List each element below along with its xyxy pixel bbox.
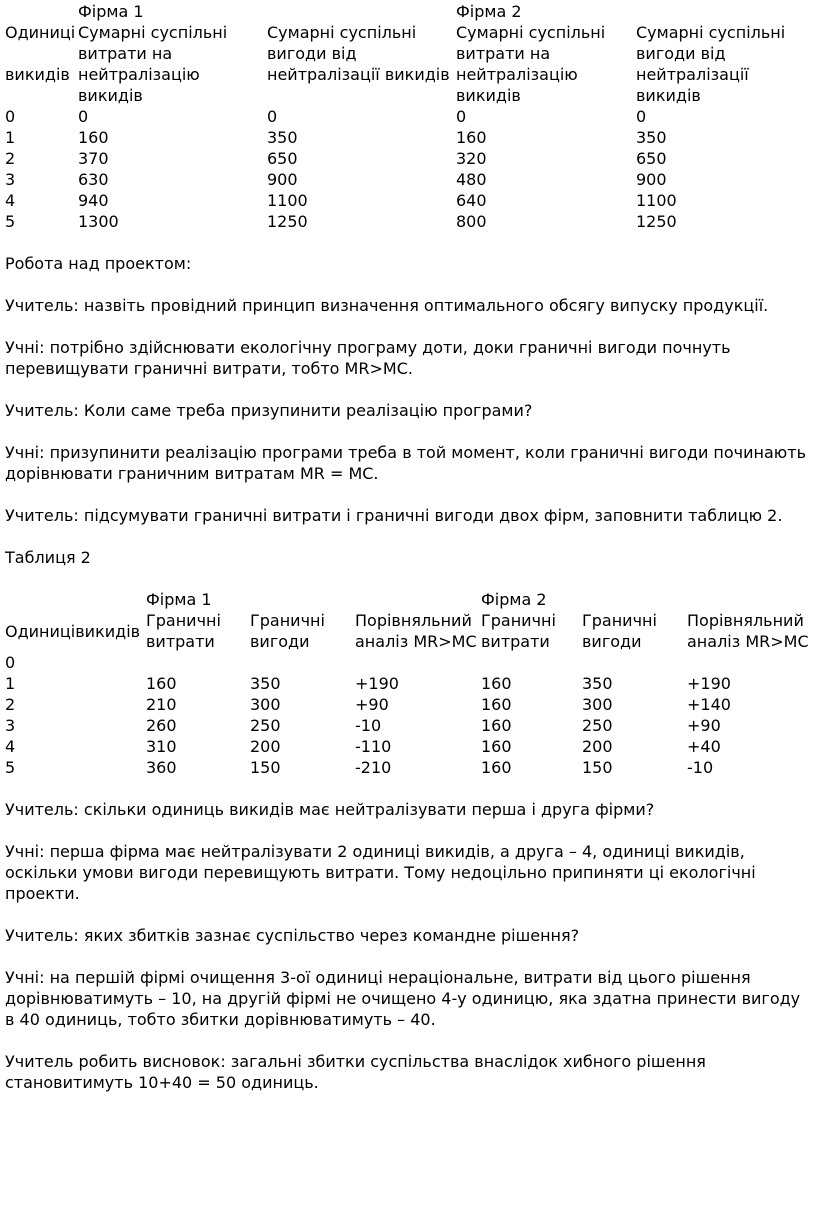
- table-2-cell: 200: [582, 737, 613, 756]
- paragraph-project-work: Робота над проектом:: [5, 254, 192, 273]
- table-2-cell: 160: [481, 674, 512, 693]
- table-row: [5, 694, 813, 715]
- table-1-cell: 1100: [636, 191, 677, 210]
- table-1-header-units-line2: викидів: [5, 65, 70, 84]
- document-page: [5, 1, 813, 1093]
- table-1-group-header: [5, 1, 811, 22]
- table-2-header-benefit-firm-2: Граничні вигоди: [582, 611, 657, 651]
- table-1-header-cost-firm-1: Сумарні суспільні витрати на нейтралізацію викидів: [78, 23, 228, 105]
- table-1-cell: 1100: [267, 191, 308, 210]
- table-2: [5, 589, 813, 778]
- table-2-cell: 160: [481, 716, 512, 735]
- table-2-cell: +140: [687, 695, 731, 714]
- table-1-header-benefit-firm-2: Сумарні суспільні вигоди від нейтралізації викидів: [636, 23, 786, 105]
- table-2-cell: 350: [250, 674, 281, 693]
- table-2-cell: 300: [250, 695, 281, 714]
- table-2-cell: 300: [582, 695, 613, 714]
- table-2-cell: [146, 652, 250, 673]
- table-1-cell: 1250: [636, 212, 677, 231]
- paragraph-teacher-question-3: Учитель: скільки одиниць викидів має нейтралізувати перша і друга фірми?: [5, 800, 655, 819]
- table-2-cell: 2: [5, 695, 16, 714]
- table-2-cell: 360: [146, 758, 177, 777]
- table-1-cell: 3: [5, 170, 16, 189]
- table-1-cell: 800: [456, 212, 487, 231]
- table-row: [5, 736, 813, 757]
- table-2-cell: 250: [582, 716, 613, 735]
- paragraph-teacher-task: Учитель: підсумувати граничні витрати і граничні вигоди двох фірм, заповнити таблицю 2.: [5, 506, 783, 525]
- table-1-cell: 160: [456, 128, 487, 147]
- table-2-cell: -110: [355, 737, 392, 756]
- table-2-cell: 200: [250, 737, 281, 756]
- table-2-cell: 310: [146, 737, 177, 756]
- table-1-header-cost-firm-2: Сумарні суспільні витрати на нейтралізацію викидів: [456, 23, 606, 105]
- table-2-cell: 250: [250, 716, 281, 735]
- table-row: [5, 211, 811, 232]
- paragraph-teacher-question-4: Учитель: яких збитків зазнає суспільство через командне рішення?: [5, 926, 580, 945]
- table-row: [5, 127, 811, 148]
- table-2-header-cost-firm-2: Граничні витрати: [481, 611, 556, 651]
- paragraph-students-answer-3: Учні: перша фірма має нейтралізувати 2 одиниці викидів, а друга – 4, одиниці викидів, оскільки умови вигоди перевищують витрати. Тому недоцільно припиняти ці екологічні проекти.: [5, 842, 756, 903]
- table-2-cell: 210: [146, 695, 177, 714]
- table-2-firm-1-label: Фірма 1: [146, 590, 212, 609]
- table-1-cell: 480: [456, 170, 487, 189]
- table-1-header-units-line1: Одиниці: [5, 23, 76, 42]
- table-1-cell: 630: [78, 170, 109, 189]
- table-2-cell: [250, 652, 355, 673]
- paragraph-teacher-conclusion: Учитель робить висновок: загальні збитки суспільства внаслідок хибного рішення становитимуть 10+40 = 50 одиниць.: [5, 1052, 706, 1092]
- table-2-cell: [481, 652, 582, 673]
- table-2-cell: [355, 652, 481, 673]
- table-2-cell: 160: [481, 758, 512, 777]
- table-1-header-benefit-firm-1: Сумарні суспільні вигоди від нейтралізації викидів: [267, 23, 450, 84]
- paragraph-students-answer-2: Учні: призупинити реалізацію програми треба в той момент, коли граничні вигоди починають дорівнювати граничним витратам MR = MC.: [5, 443, 807, 483]
- table-2-cell: +40: [687, 737, 721, 756]
- paragraph-teacher-question-1: Учитель: назвіть провідний принцип визначення оптимального обсягу випуску продукції.: [5, 296, 769, 315]
- table-1-cell: 0: [267, 107, 278, 126]
- table-2-cell: 4: [5, 737, 16, 756]
- table-2-caption: Таблиця 2: [5, 548, 91, 567]
- table-2-cell: 160: [481, 737, 512, 756]
- table-2-cell: [687, 652, 813, 673]
- table-row: [5, 106, 811, 127]
- paragraph-teacher-question-2: Учитель: Коли саме треба призупинити реалізацію програми?: [5, 401, 533, 420]
- table-1-firm-1-label: Фірма 1: [78, 2, 144, 21]
- table-1-cell: 900: [267, 170, 298, 189]
- table-1-cell: 320: [456, 149, 487, 168]
- table-row: [5, 169, 811, 190]
- table-2-header-units: Одиницівикидів: [5, 621, 141, 641]
- table-row: [5, 148, 811, 169]
- table-row: [5, 652, 813, 673]
- table-1-cell: 1: [5, 128, 16, 147]
- table-row: [5, 673, 813, 694]
- table-2-cell: 160: [146, 674, 177, 693]
- table-2-cell: -210: [355, 758, 392, 777]
- table-1-cell: 1300: [78, 212, 119, 231]
- table-1-cell: 940: [78, 191, 109, 210]
- table-2-cell: +190: [687, 674, 731, 693]
- table-2-cell: -10: [355, 716, 382, 735]
- table-2-cell: 0: [5, 653, 16, 672]
- table-row: [5, 715, 813, 736]
- table-2-cell: 1: [5, 674, 16, 693]
- table-2-group-header: [5, 589, 813, 610]
- table-row: [5, 190, 811, 211]
- table-1-cell: 650: [636, 149, 667, 168]
- table-1-cell: 350: [267, 128, 298, 147]
- table-2-header-compare-firm-1: Порівняльний аналіз MR>MC: [355, 611, 477, 651]
- table-row: [5, 757, 813, 778]
- table-1-header-units: [5, 22, 78, 106]
- paragraph-students-answer-4: Учні: на першій фірмі очищення 3-ої одиниці нераціональне, витрати від цього рішення дорівнюватимуть – 10, на другій фірмі не очищено 4-у одиницю, яка здатна принести вигоду в 40 одиниць, тобто збитки дорівнюватимуть – 40.: [5, 968, 801, 1029]
- table-1-firm-2-label: Фірма 2: [456, 2, 522, 21]
- table-2-header-compare-firm-2: Порівняльний аналіз MR>MC: [687, 611, 809, 651]
- table-2-cell: [582, 652, 687, 673]
- table-2-cell: 5: [5, 758, 16, 777]
- table-2-cell: 350: [582, 674, 613, 693]
- table-1-cell: 2: [5, 149, 16, 168]
- paragraph-students-answer-1: Учні: потрібно здійснювати екологічну програму доти, доки граничні вигоди почнуть перевищувати граничні витрати, тобто MR>MC.: [5, 338, 731, 378]
- table-1-cell: 4: [5, 191, 16, 210]
- table-1-cell: 0: [636, 107, 647, 126]
- table-2-cell: 260: [146, 716, 177, 735]
- table-2-cell: 160: [481, 695, 512, 714]
- table-1-column-header: [5, 22, 811, 106]
- table-2-header-cost-firm-1: Граничні витрати: [146, 611, 221, 651]
- table-1-cell: 1250: [267, 212, 308, 231]
- table-1: [5, 1, 811, 232]
- table-1-cell: 650: [267, 149, 298, 168]
- table-2-column-header: [5, 610, 813, 652]
- table-1-cell: 0: [78, 107, 89, 126]
- table-1-cell: 0: [5, 107, 16, 126]
- table-1-cell: 0: [456, 107, 467, 126]
- table-2-cell: +90: [687, 716, 721, 735]
- table-2-header-benefit-firm-1: Граничні вигоди: [250, 611, 325, 651]
- table-1-cell: 350: [636, 128, 667, 147]
- table-2-cell: 150: [582, 758, 613, 777]
- table-2-cell: +90: [355, 695, 389, 714]
- table-2-firm-2-label: Фірма 2: [481, 590, 547, 609]
- table-1-cell: 160: [78, 128, 109, 147]
- table-2-cell: +190: [355, 674, 399, 693]
- table-2-cell: -10: [687, 758, 714, 777]
- table-1-cell: 900: [636, 170, 667, 189]
- table-2-cell: 150: [250, 758, 281, 777]
- table-1-cell: 5: [5, 212, 16, 231]
- table-1-cell: 640: [456, 191, 487, 210]
- table-2-cell: 3: [5, 716, 16, 735]
- table-1-cell: 370: [78, 149, 109, 168]
